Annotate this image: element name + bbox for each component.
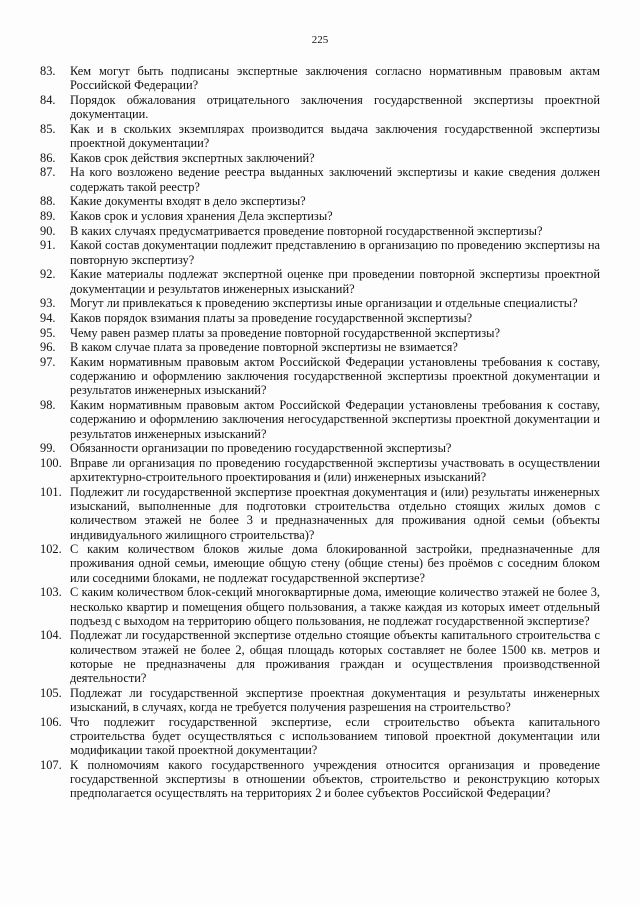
question-text: Какие документы входят в дело экспертизы?: [70, 194, 306, 209]
question-text: Кем могут быть подписаны экспертные заключения согласно нормативным правовым актам Российской Федерации?: [70, 64, 600, 93]
question-item: [40, 686, 600, 714]
question-text: Как и в скольких экземплярах производится выдача заключения государственной экспертизы проектной документации?: [70, 121, 600, 151]
question-item: [40, 165, 600, 193]
question-item: [40, 485, 600, 542]
question-number: 107.: [40, 757, 62, 772]
question-number: 91.: [40, 238, 56, 253]
question-text: Чему равен размер платы за проведение повторной государственной экспертизы?: [70, 325, 500, 340]
question-number: 97.: [40, 355, 56, 370]
question-number: 84.: [40, 92, 56, 107]
question-item: [40, 585, 600, 628]
question-number: 95.: [40, 325, 56, 340]
question-item: [40, 311, 600, 325]
question-number: 94.: [40, 310, 56, 325]
question-text: Подлежат ли государственной экспертизе проектная документация и результаты инженерных изысканий, в случаях, когда не требуется получения разрешения на строительство?: [70, 685, 600, 714]
question-item: [40, 441, 600, 455]
question-number: 88.: [40, 194, 56, 209]
question-text: Каков срок и условия хранения Дела экспертизы?: [70, 209, 333, 224]
question-item: [40, 715, 600, 758]
question-item: [40, 64, 600, 92]
question-text: Порядок обжалования отрицательного заключения государственной экспертизы проектной документации.: [70, 92, 600, 122]
question-number: 96.: [40, 340, 56, 355]
question-item: [40, 355, 600, 398]
question-text: Какие материалы подлежат экспертной оценке при проведении повторной экспертизы проектной документации и результатов инженерных изысканий?: [70, 267, 600, 296]
question-text: Каков срок действия экспертных заключений?: [70, 150, 315, 165]
question-number: 93.: [40, 296, 56, 311]
question-text: Каким нормативным правовым актом Российской Федерации установлены требования к составу, содержанию и оформлению заключения негосударственной экспертизы проектной документации и результатов инженерных изысканий?: [70, 398, 600, 441]
question-number: 105.: [40, 685, 62, 700]
question-number: 102.: [40, 542, 62, 557]
question-item: [40, 326, 600, 340]
question-text: К полномочиям какого государственного учреждения относится организация и проведение государственной экспертизы в отношении объектов, строительство и реконструкцию которых предполагается осуществлять на территориях 2 и более субъектов Российской Федерации?: [70, 757, 600, 801]
question-item: [40, 151, 600, 165]
question-text: На кого возложено ведение реестра выданных заключений экспертизы и какие сведения должен содержать такой реестр?: [70, 165, 600, 194]
question-text: Подлежит ли государственной экспертизе проектная документация и (или) результаты инженерных изысканий, выполненные для подготовки строительства отдельно стоящих жилых домов с количеством этажей не более 3 и предназначенных для проживания одной семьи (объекты индивидуального жилищного строительства)?: [70, 484, 600, 542]
question-item: [40, 238, 600, 266]
question-number: 106.: [40, 714, 62, 729]
question-text: В каком случае плата за проведение повторной экспертизы не взимается?: [70, 340, 458, 355]
question-number: 83.: [40, 64, 56, 78]
question-item: [40, 194, 600, 208]
question-number: 98.: [40, 398, 56, 413]
question-text: С каким количеством блоков жилые дома блокированной застройки, предназначенные для проживания одной семьи, имеющие общую стену (общие стены) без проёмов с соседним блоком или соседними блоками, не подлежат государственной экспертизе?: [70, 542, 600, 585]
question-text: Каков порядок взимания платы за проведение государственной экспертизы?: [70, 310, 473, 325]
question-number: 103.: [40, 585, 62, 600]
question-text: Что подлежит государственной экспертизе, если строительство объекта капитального строительства будет осуществляться с использованием типовой проектной документации или модификации такой проектной документации?: [70, 714, 600, 758]
question-item: [40, 456, 600, 484]
question-text: Обязанности организации по проведению государственной экспертизы?: [70, 441, 452, 456]
question-text: В каких случаях предусматривается проведение повторной государственной экспертизы?: [70, 223, 543, 238]
question-number: 100.: [40, 455, 62, 470]
page-number: 225: [311, 34, 329, 46]
question-item: [40, 93, 600, 121]
question-number: 87.: [40, 165, 56, 180]
question-item: [40, 340, 600, 354]
question-text: С каким количеством блок-секций многоквартирные дома, имеющие количество этажей не более 3, несколько квартир и помещения общего пользования, а также каждая из которых имеет отдельный подъезд с выходом на территорию общего пользования, не подлежат государственной экспертизе?: [70, 585, 600, 628]
question-number: 101.: [40, 484, 62, 499]
question-list: [40, 64, 600, 801]
question-item: [40, 267, 600, 295]
question-item: [40, 398, 600, 441]
question-item: [40, 542, 600, 585]
question-text: Вправе ли организация по проведению государственной экспертизы участвовать в осуществлении архитектурно-строительного проектирования и (или) инженерных изысканий?: [70, 455, 600, 485]
question-number: 104.: [40, 628, 62, 643]
question-item: [40, 209, 600, 223]
question-number: 92.: [40, 267, 56, 282]
question-number: 99.: [40, 441, 56, 456]
question-number: 90.: [40, 223, 56, 238]
question-text: Какой состав документации подлежит представлению в организацию по проведению экспертизы на повторную экспертизу?: [70, 238, 600, 267]
question-number: 86.: [40, 150, 56, 165]
question-text: Подлежат ли государственной экспертизе отдельно стоящие объекты капитального строительства с количеством этажей не более 2, общая площадь которых составляет не более 1500 кв. метров и которые не предназначены для проживания граждан и осуществления производственной деятельности?: [70, 628, 600, 686]
question-item: [40, 758, 600, 801]
question-number: 89.: [40, 209, 56, 224]
question-item: [40, 224, 600, 238]
question-text: Могут ли привлекаться к проведению экспертизы иные организации и отдельные специалисты?: [70, 296, 578, 311]
question-item: [40, 122, 600, 150]
question-item: [40, 628, 600, 685]
question-number: 85.: [40, 121, 56, 136]
question-item: [40, 296, 600, 310]
question-text: Каким нормативным правовым актом Российской Федерации установлены требования к составу, содержанию и оформлению заключения государственной экспертизы проектной документации и результатов инженерных изысканий?: [70, 355, 600, 398]
